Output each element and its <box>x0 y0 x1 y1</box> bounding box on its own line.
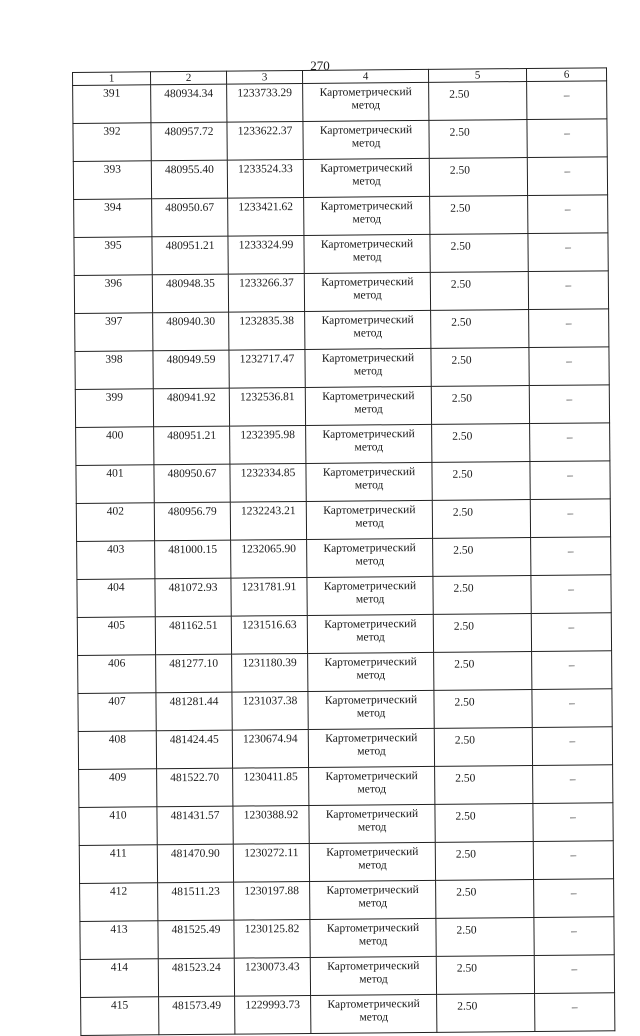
note-cell: – <box>530 461 610 500</box>
method-line-1: Картометрический <box>320 200 413 213</box>
accuracy-cell: 2.50 <box>431 386 529 425</box>
accuracy-cell: 2.50 <box>436 956 534 995</box>
table-row <box>79 803 613 846</box>
point-number-cell: 392 <box>73 123 151 162</box>
column-header: 1 <box>73 72 151 86</box>
note-cell: – <box>527 119 607 158</box>
method-cell <box>310 918 436 957</box>
table-row <box>74 195 608 238</box>
point-number-cell: 411 <box>79 845 157 884</box>
table-row <box>79 765 613 808</box>
method-line-1: Картометрический <box>322 390 415 403</box>
note-cell: – <box>533 803 613 842</box>
table-row <box>77 537 611 580</box>
table-row <box>80 955 614 998</box>
table-row <box>73 119 607 162</box>
y-coordinate-cell: 1233266.37 <box>228 273 304 312</box>
point-number-cell: 399 <box>75 389 153 428</box>
method-line-2: метод <box>359 972 388 986</box>
point-number-cell: 407 <box>78 693 156 732</box>
x-coordinate-cell: 481470.90 <box>157 844 233 883</box>
point-number-cell: 408 <box>78 731 156 770</box>
point-number-cell: 393 <box>73 161 151 200</box>
x-coordinate-cell: 481573.49 <box>159 996 235 1035</box>
x-coordinate-cell: 481522.70 <box>157 768 233 807</box>
method-line-2: метод <box>359 1010 389 1024</box>
note-cell: – <box>532 651 612 690</box>
method-line-2: метод <box>357 782 387 796</box>
y-coordinate-cell: 1230388.92 <box>233 805 309 844</box>
note-cell: – <box>528 195 608 234</box>
table-row <box>81 993 615 1036</box>
page-number: 270 <box>310 58 330 73</box>
method-line-2: метод <box>353 288 382 302</box>
note-cell: – <box>534 879 614 918</box>
method-cell <box>307 614 433 653</box>
accuracy-cell: 2.50 <box>434 728 532 767</box>
x-coordinate-cell: 480950.67 <box>152 198 228 237</box>
method-cell <box>308 652 434 691</box>
method-cell <box>304 234 430 273</box>
point-number-cell: 391 <box>73 85 151 124</box>
x-coordinate-cell: 480941.92 <box>153 388 229 427</box>
method-line-1: Картометрический <box>325 732 418 745</box>
method-line-1: Картометрический <box>325 770 418 783</box>
accuracy-cell: 2.50 <box>429 158 527 197</box>
note-cell: – <box>530 423 610 462</box>
method-line-1: Картометрический <box>324 694 418 707</box>
method-cell <box>303 82 429 121</box>
point-number-cell: 394 <box>74 199 152 238</box>
method-line-2: метод <box>351 136 381 150</box>
y-coordinate-cell: 1232395.98 <box>230 425 306 464</box>
x-coordinate-cell: 480956.79 <box>154 502 230 541</box>
note-cell: – <box>531 575 611 614</box>
method-cell <box>309 766 435 805</box>
y-coordinate-cell: 1232536.81 <box>229 387 305 426</box>
method-line-1: Картометрический <box>320 162 413 175</box>
y-coordinate-cell: 1229993.73 <box>235 995 311 1034</box>
x-coordinate-cell: 481072.93 <box>155 578 231 617</box>
x-coordinate-cell: 481424.45 <box>156 730 232 769</box>
column-header: 5 <box>428 69 526 83</box>
method-line-1: Картометрический <box>325 808 419 821</box>
point-number-cell: 405 <box>77 617 155 656</box>
point-number-cell: 401 <box>76 465 154 504</box>
method-line-2: метод <box>354 478 384 492</box>
y-coordinate-cell: 1230674.94 <box>232 729 308 768</box>
x-coordinate-cell: 480951.21 <box>154 426 230 465</box>
accuracy-cell: 2.50 <box>433 538 531 577</box>
method-line-2: метод <box>356 706 386 720</box>
method-line-2: метод <box>351 98 381 112</box>
method-line-1: Картометрический <box>324 656 417 669</box>
method-line-1: Картометрический <box>324 618 417 631</box>
y-coordinate-cell: 1231180.39 <box>232 653 308 692</box>
y-coordinate-cell: 1230197.88 <box>234 881 310 920</box>
table-row <box>76 461 610 504</box>
accuracy-cell: 2.50 <box>435 842 533 881</box>
x-coordinate-cell: 481281.44 <box>156 692 232 731</box>
y-coordinate-cell: 1233622.37 <box>227 121 303 160</box>
note-cell: – <box>533 841 613 880</box>
method-line-2: метод <box>358 934 388 948</box>
method-line-2: метод <box>352 174 381 188</box>
method-line-2: метод <box>357 820 387 834</box>
accuracy-cell: 2.50 <box>432 462 530 501</box>
point-number-cell: 415 <box>81 997 159 1036</box>
column-header: 6 <box>526 68 606 82</box>
note-cell: – <box>529 385 609 424</box>
table-row <box>78 727 612 770</box>
accuracy-cell: 2.50 <box>435 766 533 805</box>
accuracy-cell: 2.50 <box>434 690 532 729</box>
method-cell <box>305 386 431 425</box>
x-coordinate-cell: 481277.10 <box>156 654 232 693</box>
coordinates-table <box>72 67 615 1036</box>
x-coordinate-cell: 480950.67 <box>154 464 230 503</box>
method-line-2: метод <box>358 858 387 872</box>
method-cell <box>307 538 433 577</box>
method-cell <box>306 462 432 501</box>
y-coordinate-cell: 1231781.91 <box>231 577 307 616</box>
point-number-cell: 414 <box>80 959 158 998</box>
table-body <box>73 81 615 1036</box>
x-coordinate-cell: 481525.49 <box>158 920 234 959</box>
method-line-1: Картометрический <box>323 580 417 593</box>
x-coordinate-cell: 481523.24 <box>158 958 234 997</box>
note-cell: – <box>527 157 607 196</box>
method-line-2: метод <box>355 592 385 606</box>
method-cell <box>311 994 437 1033</box>
method-cell <box>310 956 436 995</box>
method-line-1: Картометрический <box>320 238 414 251</box>
method-cell <box>303 158 429 197</box>
method-line-1: Картометрический <box>322 466 416 479</box>
method-line-2: метод <box>354 402 383 416</box>
accuracy-cell: 2.50 <box>431 310 529 349</box>
note-cell: – <box>534 917 614 956</box>
method-line-1: Картометрический <box>319 124 413 137</box>
method-cell <box>309 804 435 843</box>
accuracy-cell: 2.50 <box>436 918 534 957</box>
accuracy-cell: 2.50 <box>431 348 529 387</box>
x-coordinate-cell: 480949.59 <box>153 350 229 389</box>
point-number-cell: 396 <box>74 275 152 314</box>
table-row <box>74 233 608 276</box>
method-cell <box>305 310 431 349</box>
method-line-1: Картометрический <box>326 884 419 897</box>
accuracy-cell: 2.50 <box>432 424 530 463</box>
method-cell <box>304 272 430 311</box>
note-cell: – <box>533 765 613 804</box>
method-line-2: метод <box>352 212 382 226</box>
accuracy-cell: 2.50 <box>435 804 533 843</box>
note-cell: – <box>532 689 612 728</box>
method-cell <box>309 842 435 881</box>
note-cell: – <box>531 537 611 576</box>
table-row <box>78 651 612 694</box>
method-cell <box>308 690 434 729</box>
accuracy-cell: 2.50 <box>429 120 527 159</box>
accuracy-cell: 2.50 <box>434 652 532 691</box>
method-line-2: метод <box>355 554 385 568</box>
point-number-cell: 404 <box>77 579 155 618</box>
note-cell: – <box>535 993 615 1032</box>
note-cell: – <box>529 347 609 386</box>
method-cell <box>310 880 436 919</box>
method-cell <box>303 120 429 159</box>
y-coordinate-cell: 1232334.85 <box>230 463 306 502</box>
table-row <box>80 917 614 960</box>
method-line-2: метод <box>353 364 383 378</box>
y-coordinate-cell: 1232717.47 <box>229 349 305 388</box>
table-row <box>80 879 614 922</box>
method-line-2: метод <box>354 440 384 454</box>
method-line-1: Картометрический <box>326 846 419 859</box>
table-row <box>75 385 609 428</box>
y-coordinate-cell: 1233324.99 <box>228 235 304 274</box>
note-cell: – <box>529 309 609 348</box>
x-coordinate-cell: 480948.35 <box>152 274 228 313</box>
note-cell: – <box>528 271 608 310</box>
table-row <box>74 271 608 314</box>
point-number-cell: 413 <box>80 921 158 960</box>
method-cell <box>308 728 434 767</box>
y-coordinate-cell: 1230411.85 <box>233 767 309 806</box>
note-cell: – <box>531 613 611 652</box>
method-line-2: метод <box>358 896 388 910</box>
method-line-1: Картометрический <box>327 960 420 973</box>
column-header: 4 <box>302 69 428 83</box>
y-coordinate-cell: 1233524.33 <box>227 159 303 198</box>
table-row <box>73 157 607 200</box>
y-coordinate-cell: 1230073.43 <box>234 957 310 996</box>
method-line-2: метод <box>355 516 384 530</box>
point-number-cell: 403 <box>77 541 155 580</box>
accuracy-cell: 2.50 <box>430 272 528 311</box>
y-coordinate-cell: 1233733.29 <box>227 83 303 122</box>
method-line-1: Картометрический <box>323 542 416 555</box>
point-number-cell: 400 <box>76 427 154 466</box>
x-coordinate-cell: 481000.15 <box>155 540 231 579</box>
y-coordinate-cell: 1232835.38 <box>229 311 305 350</box>
method-cell <box>307 576 433 615</box>
method-cell <box>306 500 432 539</box>
table-row <box>77 575 611 618</box>
point-number-cell: 395 <box>74 237 152 276</box>
method-line-2: метод <box>356 668 386 682</box>
point-number-cell: 406 <box>78 655 156 694</box>
method-line-1: Картометрический <box>321 276 414 289</box>
x-coordinate-cell: 480957.72 <box>151 122 227 161</box>
point-number-cell: 397 <box>75 313 153 352</box>
method-line-1: Картометрический <box>326 922 420 935</box>
accuracy-cell: 2.50 <box>433 576 531 615</box>
column-header: 2 <box>151 71 227 85</box>
table-row <box>76 499 610 542</box>
note-cell: – <box>530 499 610 538</box>
x-coordinate-cell: 481511.23 <box>158 882 234 921</box>
accuracy-cell: 2.50 <box>430 196 528 235</box>
y-coordinate-cell: 1231037.38 <box>232 691 308 730</box>
note-cell: – <box>532 727 612 766</box>
note-cell: – <box>527 81 607 120</box>
accuracy-cell: 2.50 <box>429 82 527 121</box>
table-row <box>76 423 610 466</box>
accuracy-cell: 2.50 <box>437 993 535 1032</box>
method-line-1: Картометрический <box>327 998 420 1011</box>
x-coordinate-cell: 481162.51 <box>155 616 231 655</box>
point-number-cell: 412 <box>80 883 158 922</box>
method-line-2: метод <box>357 744 386 758</box>
method-line-1: Картометрический <box>323 504 416 517</box>
table-row <box>75 347 609 390</box>
x-coordinate-cell: 480940.30 <box>153 312 229 351</box>
note-cell: – <box>534 955 614 994</box>
x-coordinate-cell: 480934.34 <box>151 84 227 123</box>
accuracy-cell: 2.50 <box>430 234 528 273</box>
table-row <box>78 689 612 732</box>
point-number-cell: 410 <box>79 807 157 846</box>
column-header: 3 <box>226 70 302 84</box>
method-cell <box>305 348 431 387</box>
table-row <box>73 81 607 124</box>
table-row <box>77 613 611 656</box>
method-line-1: Картометрический <box>319 86 412 99</box>
y-coordinate-cell: 1230125.82 <box>234 919 310 958</box>
accuracy-cell: 2.50 <box>432 500 530 539</box>
method-line-1: Картометрический <box>322 428 415 441</box>
method-line-2: метод <box>352 250 382 264</box>
method-line-2: метод <box>353 326 383 340</box>
y-coordinate-cell: 1230272.11 <box>233 843 309 882</box>
method-cell <box>306 424 432 463</box>
method-cell <box>304 196 430 235</box>
table-row <box>75 309 609 352</box>
point-number-cell: 402 <box>76 503 154 542</box>
method-line-2: метод <box>356 630 385 644</box>
method-line-1: Картометрический <box>321 352 415 365</box>
y-coordinate-cell: 1231516.63 <box>231 615 307 654</box>
x-coordinate-cell: 480951.21 <box>152 236 228 275</box>
method-line-1: Картометрический <box>321 314 414 327</box>
y-coordinate-cell: 1233421.62 <box>228 197 304 236</box>
point-number-cell: 409 <box>79 769 157 808</box>
table-row <box>79 841 613 884</box>
x-coordinate-cell: 480955.40 <box>151 160 227 199</box>
y-coordinate-cell: 1232065.90 <box>231 539 307 578</box>
note-cell: – <box>528 233 608 272</box>
accuracy-cell: 2.50 <box>433 614 531 653</box>
accuracy-cell: 2.50 <box>436 880 534 919</box>
x-coordinate-cell: 481431.57 <box>157 806 233 845</box>
point-number-cell: 398 <box>75 351 153 390</box>
y-coordinate-cell: 1232243.21 <box>230 501 306 540</box>
